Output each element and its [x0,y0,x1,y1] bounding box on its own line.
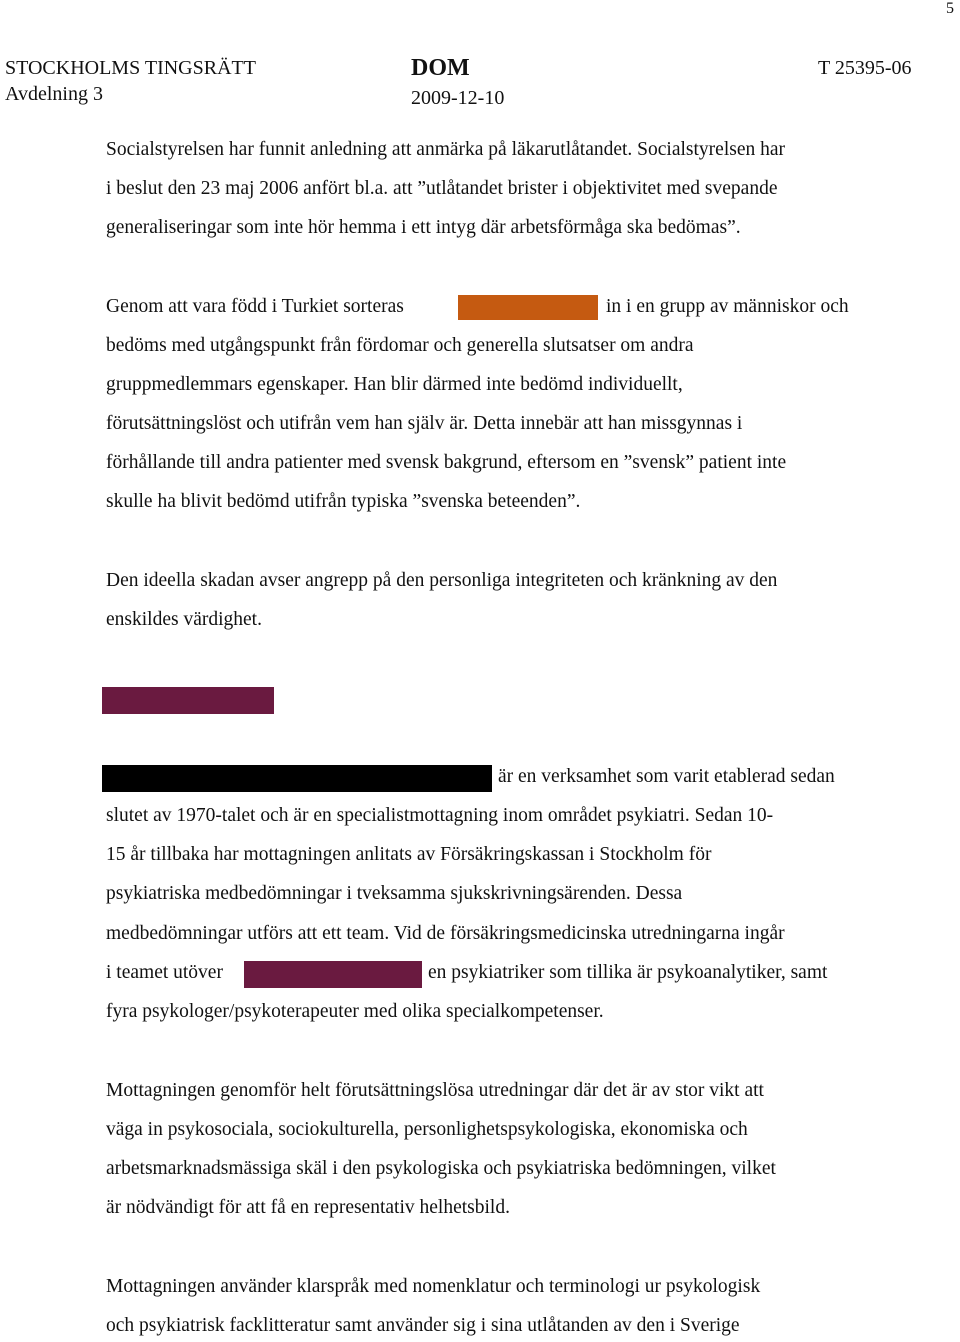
paragraph-line: slutet av 1970-talet och är en specialistmottagning inom området psykiatri. Sedan 10- [106,805,774,826]
redacted-heading [102,687,274,714]
paragraph-line: förutsättningslöst och utifrån vem han själv är. Detta innebär att han missgynnas i [106,413,743,434]
paragraph-line: gruppmedlemmars egenskaper. Han blir därmed inte bedömd individuellt, [106,374,683,395]
paragraph-line: är nödvändigt för att få en representativ helhetsbild. [106,1197,510,1218]
document-date: 2009-12-10 [411,87,505,109]
paragraph-line: fyra psykologer/psykoterapeuter med olika specialkompetenser. [106,1001,604,1022]
redaction-block [458,295,598,320]
paragraph-line: en psykiatriker som tillika är psykoanalytiker, samt [428,962,828,983]
paragraph-line: förhållande till andra patienter med svensk bakgrund, eftersom en ”svensk” patient inte [106,452,787,473]
paragraph-line: enskildes värdighet. [106,609,262,630]
paragraph-line: Mottagningen genomför helt förutsättningslösa utredningar där det är av stor vikt att [106,1080,764,1101]
paragraph-line: generaliseringar som inte hör hemma i ett intyg där arbetsförmåga ska bedömas”. [106,217,741,238]
paragraph-line: i teamet utöver [106,962,223,983]
paragraph-line: Mottagningen använder klarspråk med nomenklatur och terminologi ur psykologisk [106,1276,761,1297]
paragraph-line: bedöms med utgångspunkt från fördomar och generella slutsatser om andra [106,335,694,356]
paragraph-line: medbedömningar utförs att ett team. Vid de försäkringsmedicinska utredningarna ingår [106,923,785,944]
redaction-block [244,961,422,988]
department: Avdelning 3 [5,83,103,105]
paragraph-line: Socialstyrelsen har funnit anledning att anmärka på läkarutlåtandet. Socialstyrelsen har [106,139,786,160]
redaction-block [102,765,492,792]
paragraph-line: in i en grupp av människor och [606,296,849,317]
page-number: 5 [946,0,954,17]
paragraph-line: väga in psykosociala, sociokulturella, personlighetspsykologiska, ekonomiska och [106,1119,748,1140]
paragraph-line: och psykiatrisk facklitteratur samt använder sig i sina utlåtanden av den i Sverige [106,1315,740,1336]
paragraph-line: Genom att vara född i Turkiet sorteras [106,296,404,317]
paragraph-line: psykiatriska medbedömningar i tveksamma sjukskrivningsärenden. Dessa [106,883,683,904]
paragraph-line: i beslut den 23 maj 2006 anfört bl.a. att ”utlåtandet brister i objektivitet med svepande [106,178,778,199]
paragraph-line: 15 år tillbaka har mottagningen anlitats av Försäkringskassan i Stockholm för [106,844,712,865]
case-number: T 25395-06 [818,57,912,79]
paragraph-line: skulle ha blivit bedömd utifrån typiska ”svenska beteenden”. [106,491,581,512]
document-type: DOM [411,55,470,81]
paragraph-line: Den ideella skadan avser angrepp på den personliga integriteten och kränkning av den [106,570,778,591]
court-name: STOCKHOLMS TINGSRÄTT [5,57,256,79]
paragraph-line: är en verksamhet som varit etablerad sedan [498,766,835,787]
paragraph-line: arbetsmarknadsmässiga skäl i den psykologiska och psykiatriska bedömningen, vilket [106,1158,776,1179]
